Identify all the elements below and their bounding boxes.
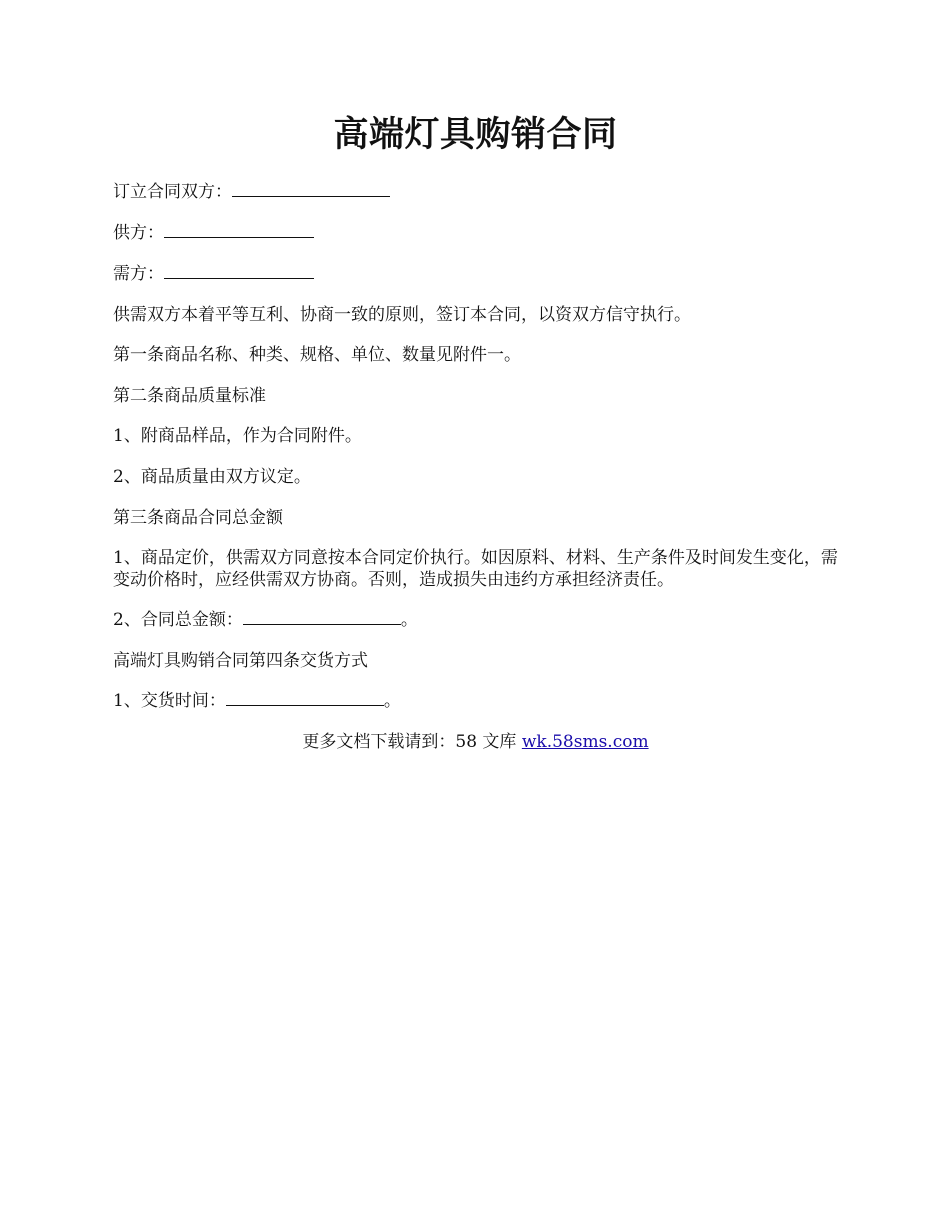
preamble-paragraph: 供需双方本着平等互利、协商一致的原则，签订本合同，以资双方信守执行。 — [113, 305, 691, 325]
parties-label: 订立合同双方： — [113, 182, 232, 202]
article3-item1: 1、商品定价，供需双方同意按本合同定价执行。如因原料、材料、生产条件及时间发生变化，需变动价格时，应经供需双方协商。否则，造成损失由违约方承担经济责任。 — [113, 548, 838, 590]
article1-paragraph: 第一条商品名称、种类、规格、单位、数量见附件一。 — [113, 345, 521, 365]
buyer-label: 需方： — [113, 264, 164, 284]
article4-heading: 高端灯具购销合同第四条交货方式 — [113, 651, 368, 671]
supplier-blank[interactable] — [164, 222, 314, 238]
footer — [113, 731, 838, 753]
article2-heading: 第二条商品质量标准 — [113, 386, 266, 406]
article4-item1 — [113, 690, 838, 712]
parties-line — [113, 181, 838, 203]
parties-blank[interactable] — [232, 181, 390, 197]
buyer-blank[interactable] — [164, 263, 314, 279]
total-amount-blank[interactable] — [243, 609, 401, 625]
article3-heading: 第三条商品合同总金额 — [113, 508, 283, 528]
supplier-line — [113, 222, 838, 244]
article3-item2 — [113, 609, 838, 631]
total-amount-end: 。 — [400, 610, 418, 630]
delivery-time-end: 。 — [383, 691, 401, 711]
article2-item2: 2、商品质量由双方议定。 — [113, 467, 311, 487]
delivery-time-blank[interactable] — [226, 690, 384, 706]
footer-link[interactable]: wk.58sms.com — [521, 732, 649, 752]
delivery-time-label: 1、交货时间： — [113, 691, 226, 711]
buyer-line — [113, 263, 838, 285]
document-title: 高端灯具购销合同 — [333, 114, 618, 155]
footer-text: 更多文档下载请到：58 文库 — [302, 732, 522, 752]
article2-item1: 1、附商品样品，作为合同附件。 — [113, 426, 362, 446]
supplier-label: 供方： — [113, 223, 164, 243]
total-amount-label: 2、合同总金额： — [113, 610, 243, 630]
